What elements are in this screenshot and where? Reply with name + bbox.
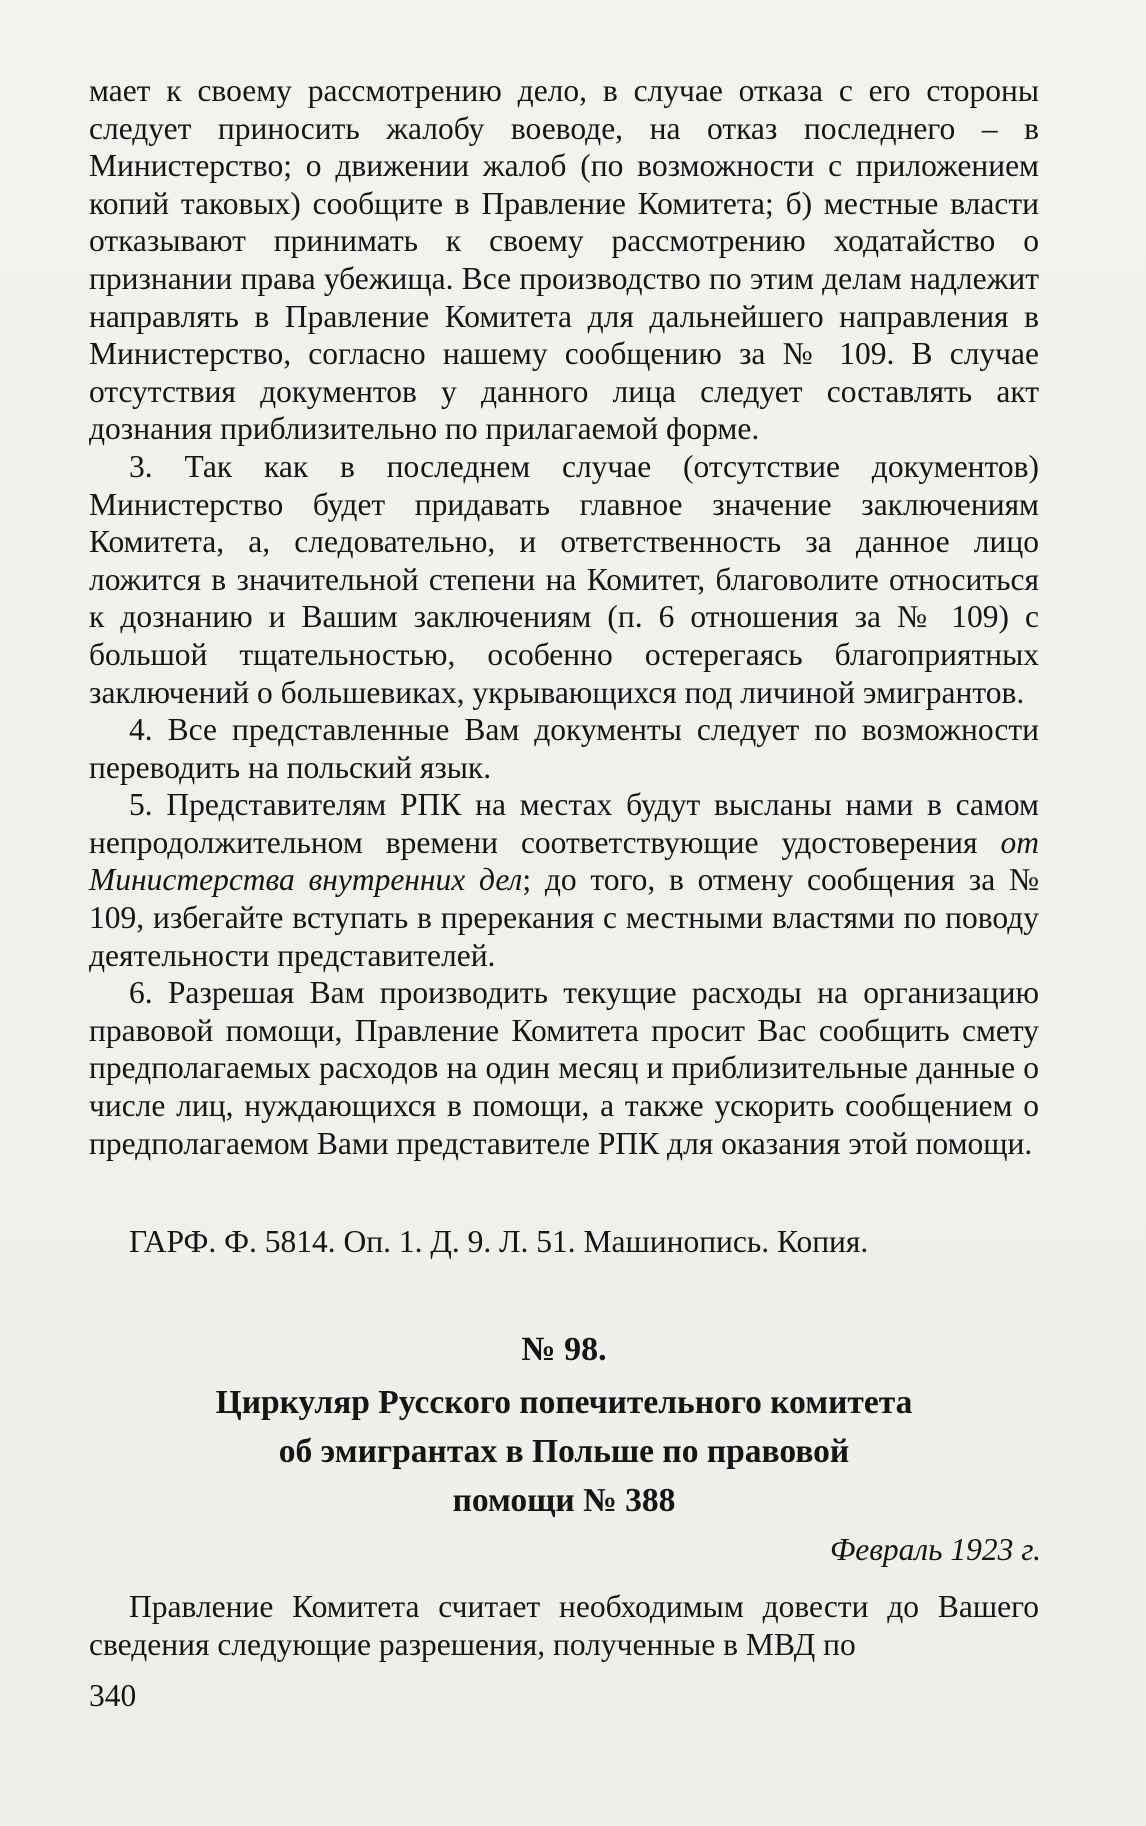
item-5-text-end: ; до того, в отмену сообщения за № 109, избегайте вступать в пререкания с местными властями по поводу деятельности представителей.: [89, 862, 1039, 973]
page-number: 340: [89, 1678, 137, 1713]
item-5-italic-text: от Министерства внутренних дел: [89, 824, 1039, 898]
document-date: Февраль 1923 г.: [829, 1532, 1041, 1567]
document-title: [89, 1378, 1039, 1525]
document-title-line: помощи № 388: [452, 1482, 676, 1519]
text-column: [89, 72, 1039, 1162]
item-6-paragraph: 6. Разрешая Вам производить текущие расходы на организацию правовой помощи, Правление Комитета просит Вас сообщить смету предполагаемых расходов на один месяц и приблизительные данные о числе лиц, нуждающихся в помощи, а также ускорить сообщением о предполагаемом Вами представителе РПК для оказания этой помощи.: [89, 975, 1039, 1161]
document-title-line: об эмигрантах в Польше по правовой: [278, 1433, 850, 1470]
item-3-paragraph: 3. Так как в последнем случае (отсутствие документов) Министерство будет придавать главное значение заключениям Комитета, а, следовательно, и ответственность за данное лицо ложится в значительной степени на Комитет, благоволите относиться к дознанию и Вашим заключениям (п. 6 отношения за № 109) с большой тщательностью, особенно остерегаясь благоприятных заключений о большевиках, укрывающихся под личиной эмигрантов.: [89, 448, 1039, 710]
item-5-paragraph: [89, 786, 1039, 974]
document-number: № 98.: [521, 1331, 607, 1368]
item-4-paragraph: 4. Все представленные Вам документы следует по возможности переводить на польский язык.: [89, 712, 1039, 785]
item-5-text: 5. Представителям РПК на местах будут высланы нами в самом непродолжительном времени соответствующие удостоверения: [89, 787, 1039, 860]
document-body-text: Правление Комитета считает необходимым довести до Вашего сведения следующие разрешения, полученные в МВД по: [89, 1589, 1039, 1662]
document-title-line: Циркуляр Русского попечительного комитета: [215, 1384, 913, 1421]
archive-source-note: ГАРФ. Ф. 5814. Оп. 1. Д. 9. Л. 51. Машинопись. Копия.: [129, 1224, 869, 1259]
continuation-paragraph: мает к своему рассмотрению дело, в случае отказа с его стороны следует приносить жалобу воеводе, на отказ последнего – в Министерство; о движении жалоб (по возможности с приложением копий таковых) сообщите в Правление Комитета; б) местные власти отказывают принимать к своему рассмотрению ходатайство о признании права убежища. Все производство по этим делам надлежит направлять в Правление Комитета для дальнейшего направления в Министерство, согласно нашему сообщению за № 109. В случае отсутствия документов у данного лица следует составлять акт дознания приблизительно по прилагаемой форме.: [89, 73, 1039, 447]
document-body-paragraph: [89, 1588, 1039, 1663]
